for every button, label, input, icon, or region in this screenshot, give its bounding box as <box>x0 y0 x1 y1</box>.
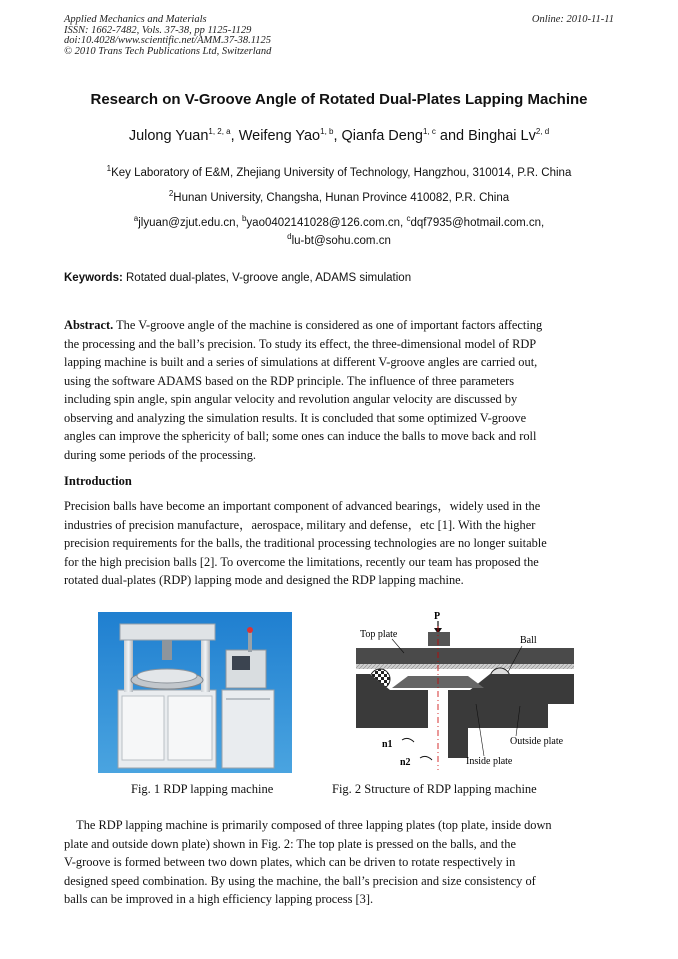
journal-header <box>64 15 271 57</box>
label-outside-plate: Outside plate <box>510 736 564 747</box>
email-line-1 <box>0 214 678 229</box>
aff-text: Key Laboratory of E&M, Zhejiang University of Technology, Hangzhou, 310014, P.R. China <box>111 167 572 179</box>
rotation-arrow-n2 <box>420 756 432 760</box>
abstract-line: lapping machine is built and a series of simulations at different V-groove angles are carried out, <box>64 355 538 369</box>
abstract-text: The V-groove angle of the machine is considered as one of important factors affecting <box>113 318 543 332</box>
label-top-plate: Top plate <box>360 629 398 640</box>
rotation-arrow-n1 <box>402 738 414 742</box>
figure-1-photo <box>98 612 292 773</box>
author-sup: 1, 2, a <box>208 127 231 137</box>
body-line: balls can be improved in a high efficiency lapping process [3]. <box>64 892 374 906</box>
label-n2: n2 <box>400 757 411 768</box>
abstract-line: including spin angle, spin angular velocity and revolution angular velocity are discussed by <box>64 392 518 406</box>
author-list <box>0 128 678 144</box>
intro-line: precision requirements for the balls, the traditional processing technologies are no longer suitable <box>64 536 547 550</box>
abstract-line: during some periods of the processing. <box>64 447 257 462</box>
aff-sup: 2 <box>168 189 174 199</box>
author-name: Qianfa Deng <box>341 128 423 144</box>
email-sup: c <box>406 214 411 224</box>
body-line: plate and outside down plate) shown in Fig. 2: The top plate is pressed on the balls, and the <box>64 836 516 851</box>
body-line: The RDP lapping machine is primarily composed of three lapping plates (top plate, inside down <box>64 818 552 832</box>
figure-2-caption: Fig. 2 Structure of RDP lapping machine <box>332 782 537 796</box>
author-sup: 1, b <box>320 127 334 137</box>
abstract-line: angles can improve the sphericity of ball; some ones can induce the balls to move back and roll <box>64 429 537 443</box>
introduction-paragraph <box>64 497 614 590</box>
intro-line: Precision balls have become an important component of advanced bearings，widely used in the <box>64 499 541 513</box>
label-n1: n1 <box>382 739 393 750</box>
email-link[interactable]: dqf7935@hotmail.com.cn, <box>410 217 545 229</box>
author-sup: 1, c <box>422 127 436 137</box>
aff-text: Hunan University, Changsha, Hunan Province 410082, P.R. China <box>173 192 510 204</box>
author-sep: and <box>435 128 469 144</box>
body-line: designed speed combination. By using the machine, the ball’s precision and size consistency of <box>64 873 536 888</box>
paper-title: Research on V-Groove Angle of Rotated Dual-Plates Lapping Machine <box>90 91 588 108</box>
abstract-line: the processing and the ball’s precision. To study its effect, the three-dimensional model of RDP <box>64 336 537 351</box>
author-name: Weifeng Yao <box>238 128 321 144</box>
intro-line: rotated dual-plates (RDP) lapping mode and designed the RDP lapping machine. <box>64 573 464 587</box>
author-sep: , <box>230 128 239 144</box>
top-plate-layer <box>356 664 574 669</box>
author-name: Binghai Lv <box>468 128 536 144</box>
keywords <box>64 272 411 284</box>
email-sup: d <box>287 232 292 242</box>
label-p: P <box>434 611 441 622</box>
body-line: V-groove is formed between two down plates, which can be driven to rotate respectively in <box>64 855 516 869</box>
online-date: Online: 2010-11-11 <box>531 14 614 25</box>
figure-1-caption: Fig. 1 RDP lapping machine <box>131 782 274 796</box>
intro-line: for the high precision balls [2]. To overcome the limitations, recently our team has proposed the <box>64 554 539 569</box>
email-sup: b <box>241 214 247 224</box>
figure-2-structure-diagram <box>348 608 584 776</box>
abstract-line: using the software ADAMS based on the RDP principle. The influence of three parameters <box>64 373 515 388</box>
abstract-label: Abstract. <box>64 318 114 332</box>
keywords-text: Rotated dual-plates, V-groove angle, ADAMS simulation <box>122 272 412 284</box>
email-sup: a <box>133 214 139 224</box>
affiliation-2 <box>0 189 678 204</box>
issn-line: ISSN: 1662-7482, Vols. 37-38, pp 1125-1129 <box>64 24 252 36</box>
doi-line: doi:10.4028/www.scientific.net/AMM.37-38.1125 <box>64 35 271 46</box>
email-link[interactable]: jlyuan@zjut.edu.cn, <box>138 217 242 229</box>
label-ball: Ball <box>520 635 537 646</box>
abstract-line: observing and analyzing the simulation results. It is concluded that some optimized V-groove <box>64 410 527 425</box>
email-line-2 <box>0 232 678 247</box>
copyright-line: © 2010 Trans Tech Publications Ltd, Switzerland <box>64 45 272 57</box>
affiliation-1 <box>0 164 678 179</box>
body-paragraph <box>64 816 614 909</box>
journal-name: Applied Mechanics and Materials <box>64 14 207 25</box>
aff-sup: 1 <box>106 164 112 174</box>
top-shaft <box>428 632 450 646</box>
label-inside-plate: Inside plate <box>466 756 513 767</box>
section-heading-introduction: Introduction <box>64 474 132 488</box>
intro-line: industries of precision manufacture，aerospace, military and defense，etc [1]. With the higher <box>64 517 536 532</box>
abstract <box>64 316 614 464</box>
author-sep: , <box>333 128 342 144</box>
author-sup: 2, d <box>535 127 550 137</box>
machine-photo-illustration <box>98 612 292 773</box>
author-name: Julong Yuan <box>128 128 209 144</box>
email-link[interactable]: lu-bt@sohu.com.cn <box>291 235 391 247</box>
keywords-label: Keywords: <box>64 272 123 284</box>
abstract-line <box>64 316 614 335</box>
email-link[interactable]: yao0402141028@126.com.cn, <box>246 217 407 229</box>
